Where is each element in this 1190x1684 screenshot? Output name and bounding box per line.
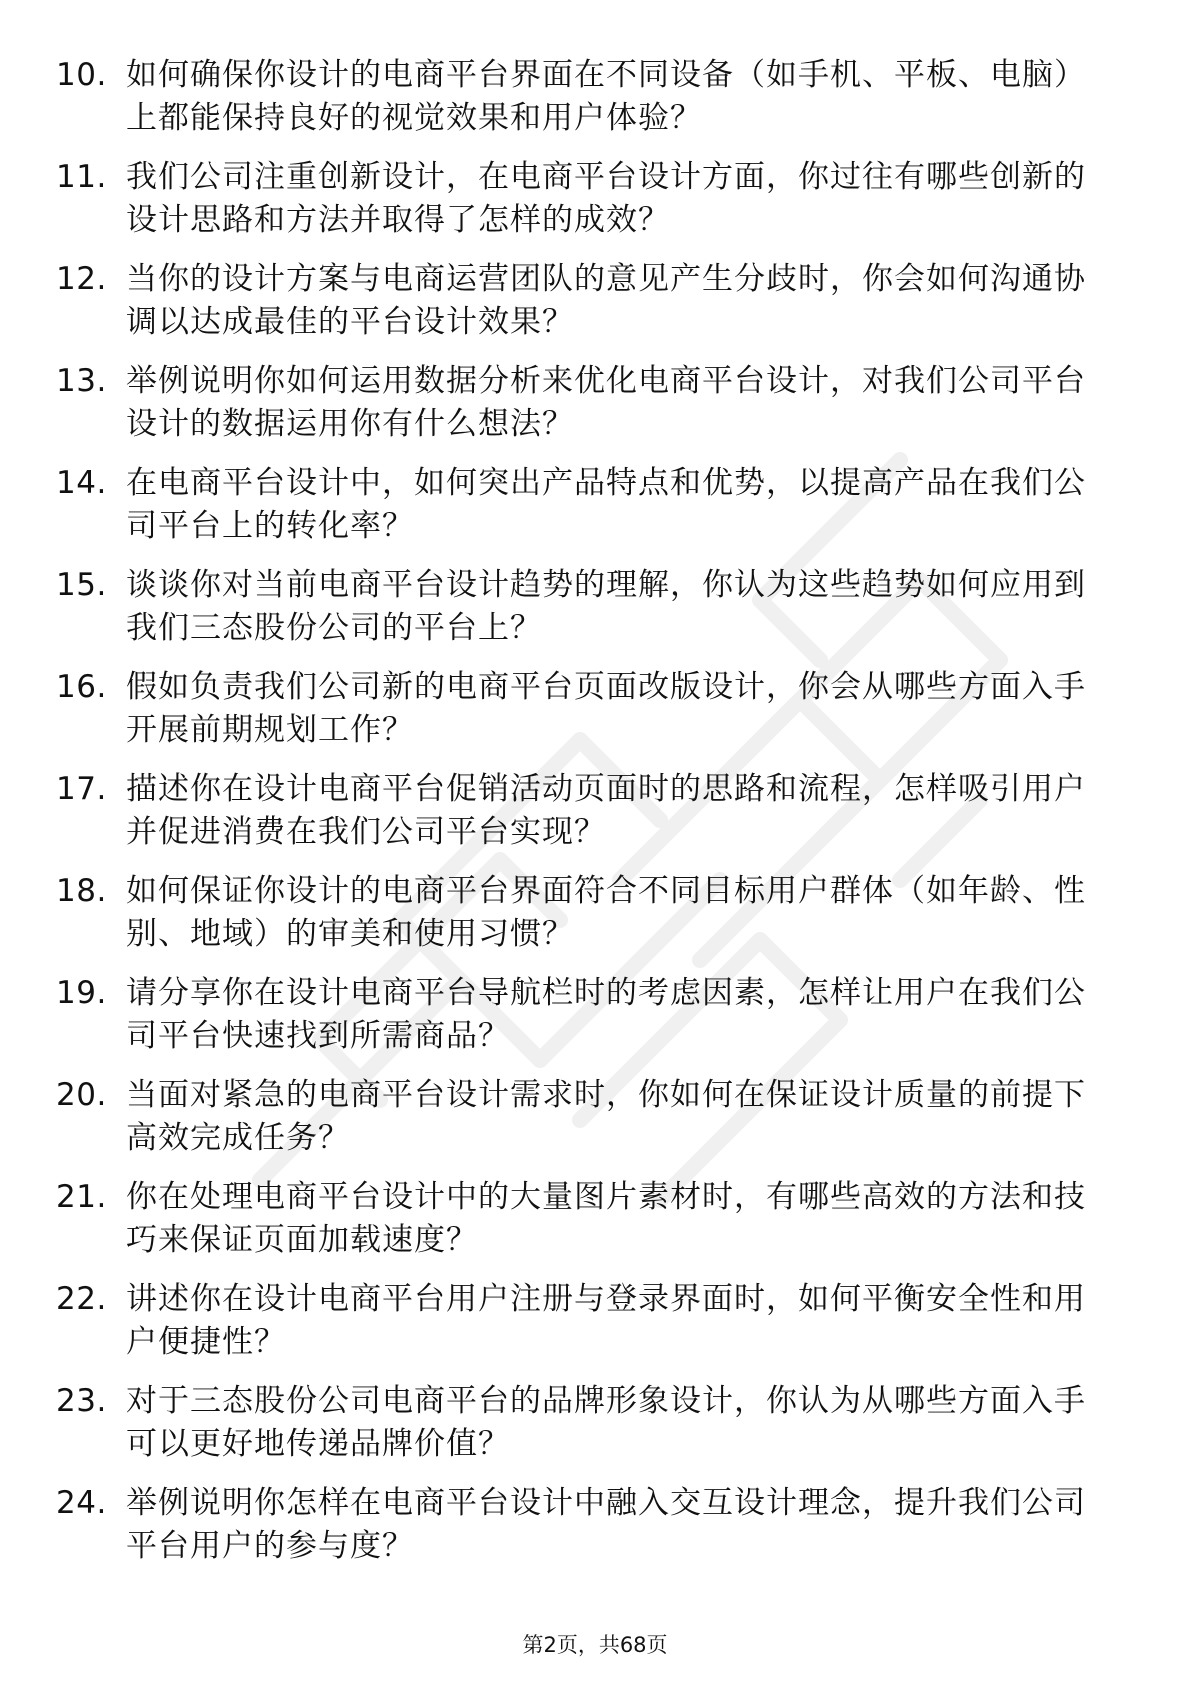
question-item	[56, 666, 1116, 768]
question-text: 请分享你在设计电商平台导航栏时的考虑因素，怎样让用户在我们公司平台快速找到所需商品？	[126, 975, 1086, 1054]
question-item	[56, 1482, 1116, 1584]
question-number: 18.	[56, 873, 107, 909]
question-text: 你在处理电商平台设计中的大量图片素材时，有哪些高效的方法和技巧来保证页面加载速度？	[126, 1179, 1086, 1258]
question-number: 19.	[56, 975, 107, 1011]
question-text: 对于三态股份公司电商平台的品牌形象设计，你认为从哪些方面入手可以更好地传递品牌价值？	[126, 1383, 1086, 1462]
question-item	[56, 1380, 1116, 1482]
question-item	[56, 1176, 1116, 1278]
question-number: 14.	[56, 465, 107, 501]
question-text: 描述你在设计电商平台促销活动页面时的思路和流程，怎样吸引用户并促进消费在我们公司平台实现？	[126, 771, 1086, 850]
question-text: 当面对紧急的电商平台设计需求时，你如何在保证设计质量的前提下高效完成任务？	[126, 1077, 1086, 1156]
question-number: 13.	[56, 363, 107, 399]
question-item	[56, 258, 1116, 360]
question-number: 15.	[56, 567, 107, 603]
question-text: 在电商平台设计中，如何突出产品特点和优势，以提高产品在我们公司平台上的转化率？	[126, 465, 1086, 544]
question-item	[56, 462, 1116, 564]
question-text: 当你的设计方案与电商运营团队的意见产生分歧时，你会如何沟通协调以达成最佳的平台设计效果？	[126, 261, 1086, 340]
question-number: 23.	[56, 1383, 107, 1419]
question-text: 谈谈你对当前电商平台设计趋势的理解，你认为这些趋势如何应用到我们三态股份公司的平台上？	[126, 567, 1086, 646]
question-number: 22.	[56, 1281, 107, 1317]
question-number: 12.	[56, 261, 107, 297]
question-number: 24.	[56, 1485, 107, 1521]
question-number: 11.	[56, 159, 107, 195]
question-item	[56, 1278, 1116, 1380]
question-number: 20.	[56, 1077, 107, 1113]
question-list	[56, 54, 1116, 1584]
question-number: 17.	[56, 771, 107, 807]
question-number: 16.	[56, 669, 107, 705]
question-text: 假如负责我们公司新的电商平台页面改版设计，你会从哪些方面入手开展前期规划工作？	[126, 669, 1086, 748]
question-item	[56, 972, 1116, 1074]
question-text: 如何保证你设计的电商平台界面符合不同目标用户群体（如年龄、性别、地域）的审美和使用习惯？	[126, 873, 1086, 952]
question-text: 举例说明你怎样在电商平台设计中融入交互设计理念，提升我们公司平台用户的参与度？	[126, 1485, 1086, 1564]
question-text: 我们公司注重创新设计，在电商平台设计方面，你过往有哪些创新的设计思路和方法并取得了怎样的成效？	[126, 159, 1086, 238]
question-item	[56, 870, 1116, 972]
question-number: 21.	[56, 1179, 107, 1215]
question-item	[56, 564, 1116, 666]
question-number: 10.	[56, 57, 107, 93]
page-number-footer: 第2页，共68页	[522, 1633, 668, 1657]
question-item	[56, 156, 1116, 258]
question-item	[56, 54, 1116, 156]
question-item	[56, 1074, 1116, 1176]
question-item	[56, 768, 1116, 870]
question-text: 举例说明你如何运用数据分析来优化电商平台设计，对我们公司平台设计的数据运用你有什么想法？	[126, 363, 1086, 442]
question-text: 如何确保你设计的电商平台界面在不同设备（如手机、平板、电脑）上都能保持良好的视觉效果和用户体验？	[126, 57, 1086, 136]
question-item	[56, 360, 1116, 462]
question-text: 讲述你在设计电商平台用户注册与登录界面时，如何平衡安全性和用户便捷性？	[126, 1281, 1086, 1360]
